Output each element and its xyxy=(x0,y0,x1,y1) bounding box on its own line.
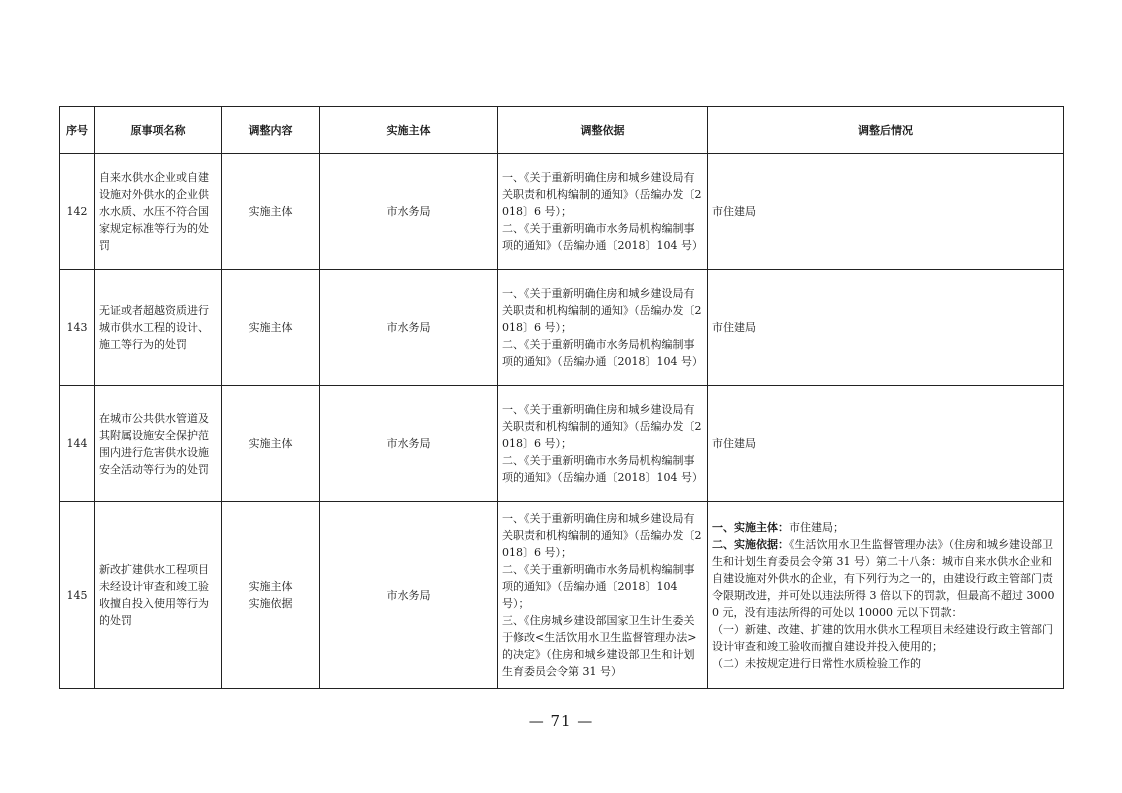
header-name: 原事项名称 xyxy=(95,107,222,154)
row-basis xyxy=(498,386,708,502)
row-subject: 市水务局 xyxy=(320,502,498,689)
row-subject: 市水务局 xyxy=(320,154,498,270)
result-label: 一、实施主体： xyxy=(712,520,789,534)
basis-item: 一、《关于重新明确住房和城乡建设局有关职责和机构编制的通知》（岳编办发〔2018〕6 号）； xyxy=(502,287,702,334)
row-seq: 142 xyxy=(60,154,95,270)
row-subject: 市水务局 xyxy=(320,386,498,502)
result-item-subject xyxy=(712,519,1059,536)
header-subject: 实施主体 xyxy=(320,107,498,154)
table-row xyxy=(60,270,1064,386)
row-basis xyxy=(498,154,708,270)
basis-item: 二、《关于重新明确市水务局机构编制事项的通知》（岳编办通〔2018〕104 号） xyxy=(502,222,703,252)
row-basis xyxy=(498,502,708,689)
row-result: 市住建局 xyxy=(708,154,1064,270)
header-content: 调整内容 xyxy=(222,107,320,154)
basis-item: 一、《关于重新明确住房和城乡建设局有关职责和机构编制的通知》（岳编办发〔2018〕6 号）； xyxy=(502,171,702,218)
table-row xyxy=(60,502,1064,689)
result-text: 市住建局； xyxy=(789,520,844,534)
row-subject: 市水务局 xyxy=(320,270,498,386)
row-result: 市住建局 xyxy=(708,386,1064,502)
row-seq: 144 xyxy=(60,386,95,502)
row-seq: 145 xyxy=(60,502,95,689)
result-item-clause: （二）未按规定进行日常性水质检验工作的 xyxy=(712,656,921,670)
content-item: 实施依据 xyxy=(248,597,293,610)
row-content xyxy=(222,154,320,270)
row-name: 无证或者超越资质进行城市供水工程的设计、施工等行为的处罚 xyxy=(95,270,222,386)
result-label: 二、实施依据： xyxy=(712,537,789,551)
basis-item: 二、《关于重新明确市水务局机构编制事项的通知》（岳编办通〔2018〕104 号） xyxy=(502,454,703,484)
basis-item: 一、《关于重新明确住房和城乡建设局有关职责和机构编制的通知》（岳编办发〔2018〕6 号）； xyxy=(502,512,702,559)
page-number: — 71 — xyxy=(528,712,594,730)
row-content xyxy=(222,386,320,502)
adjustment-table xyxy=(59,106,1064,689)
table-row xyxy=(60,386,1064,502)
table-row xyxy=(60,154,1064,270)
content-item: 实施主体 xyxy=(248,580,293,593)
row-name: 在城市公共供水管道及其附属设施安全保护范围内进行危害供水设施安全活动等行为的处罚 xyxy=(95,386,222,502)
content-item: 实施主体 xyxy=(248,437,293,450)
result-item-clause: （一）新建、改建、扩建的饮用水供水工程项目未经建设行政主管部门设计审查和竣工验收而擅自建设并投入使用的； xyxy=(712,622,1053,653)
basis-item: 二、《关于重新明确市水务局机构编制事项的通知》（岳编办通〔2018〕104 号）； xyxy=(502,563,695,610)
content-item: 实施主体 xyxy=(248,205,293,218)
header-basis: 调整依据 xyxy=(498,107,708,154)
row-basis xyxy=(498,270,708,386)
row-content xyxy=(222,270,320,386)
result-item-basis xyxy=(712,536,1059,621)
table-header-row xyxy=(60,107,1064,154)
row-seq: 143 xyxy=(60,270,95,386)
header-result: 调整后情况 xyxy=(708,107,1064,154)
row-name: 新改扩建供水工程项目未经设计审查和竣工验收擅自投入使用等行为的处罚 xyxy=(95,502,222,689)
row-result xyxy=(708,502,1064,689)
row-content xyxy=(222,502,320,689)
header-seq: 序号 xyxy=(60,107,95,154)
result-text: 《生活饮用水卫生监督管理办法》（住房和城乡建设部卫生和计划生育委员会令第 31 号）第二十八条：城市自来水供水企业和自建设施对外供水的企业，有下列行为之一的，由建设行政主管部门责令限期改进，并可处以违法所得 3 倍以下的罚款，但最高不超过 30000 元，没有违法所得的可处以 10000 元以下罚款： xyxy=(712,537,1055,619)
basis-item: 一、《关于重新明确住房和城乡建设局有关职责和机构编制的通知》（岳编办发〔2018〕6 号）； xyxy=(502,403,702,450)
basis-item: 二、《关于重新明确市水务局机构编制事项的通知》（岳编办通〔2018〕104 号） xyxy=(502,338,703,368)
row-name: 自来水供水企业或自建设施对外供水的企业供水水质、水压不符合国家规定标准等行为的处罚 xyxy=(95,154,222,270)
basis-item: 三、《住房城乡建设部国家卫生计生委关于修改<生活饮用水卫生监督管理办法>的决定》（住房和城乡建设部卫生和计划生育委员会令第 31 号） xyxy=(502,614,697,678)
row-result: 市住建局 xyxy=(708,270,1064,386)
content-item: 实施主体 xyxy=(248,321,293,334)
